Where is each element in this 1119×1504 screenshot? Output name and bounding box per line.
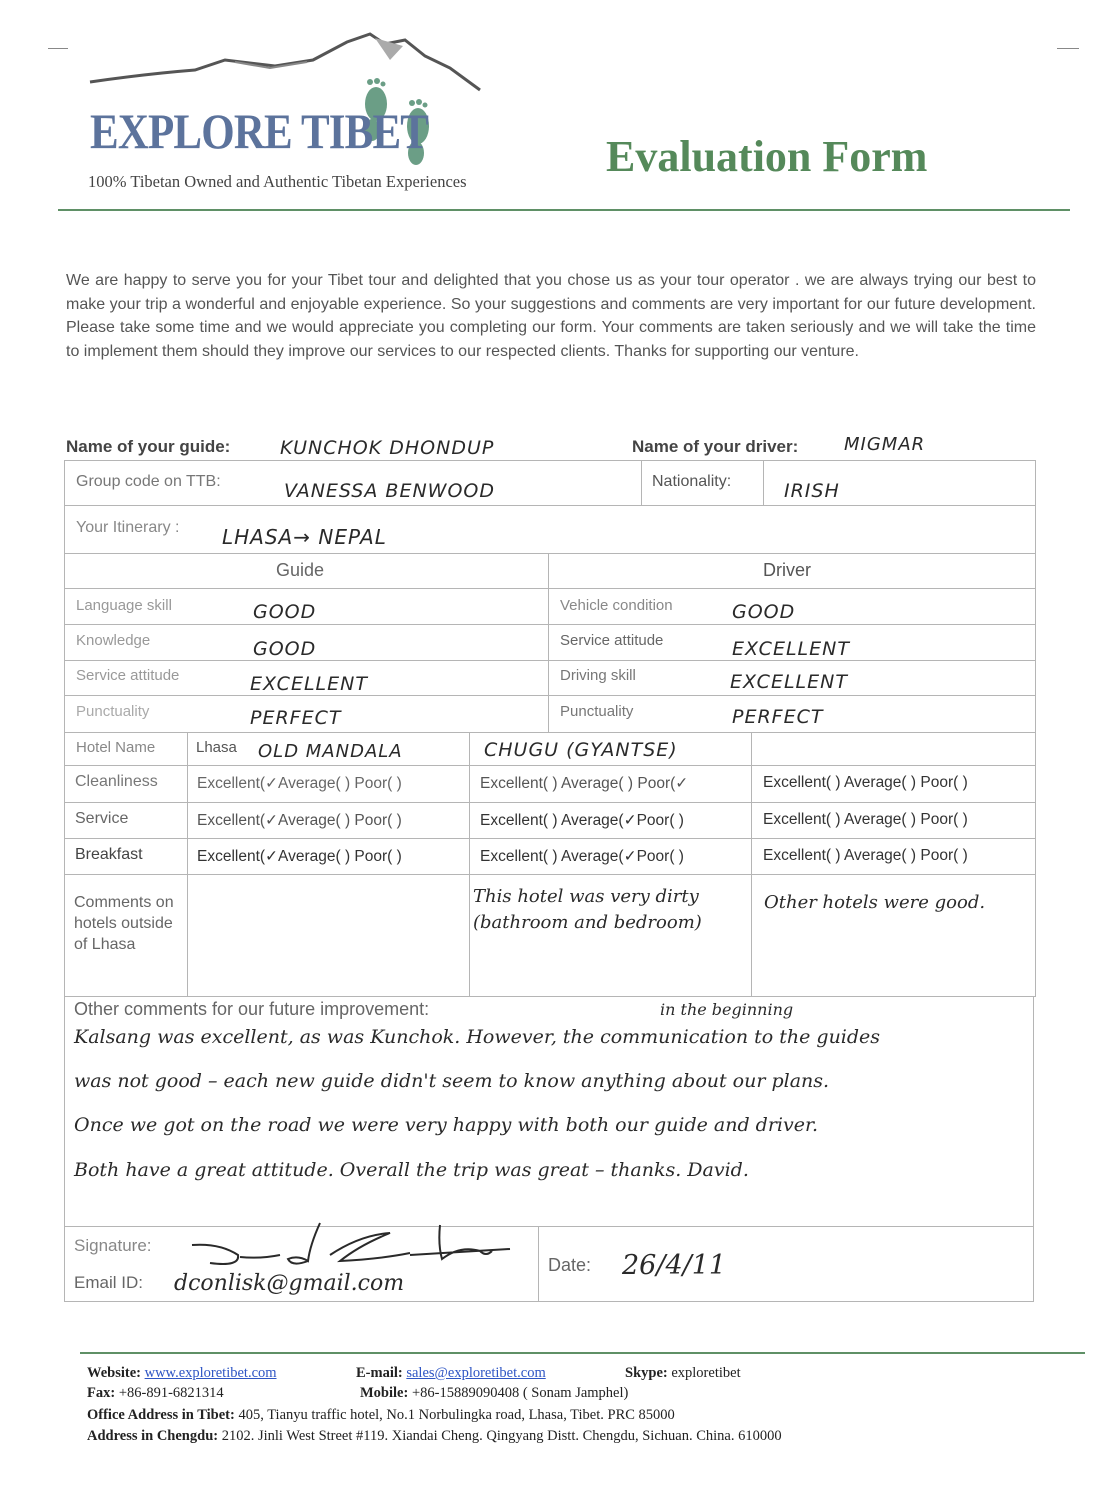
hotel-1-city: Lhasa (196, 739, 237, 756)
grid-line (1033, 996, 1034, 1302)
grid-line (64, 802, 1036, 803)
itinerary-value[interactable]: LHASA→ NEPAL (222, 525, 387, 549)
website-link[interactable]: www.exploretibet.com (144, 1365, 277, 1381)
grid-line (751, 732, 752, 996)
brand-name: EXPLORE TIBET (90, 103, 429, 159)
grid-line (64, 624, 1036, 625)
grid-line (469, 732, 470, 996)
grid-line (64, 660, 1036, 661)
chengdu-value: 2102. Jinli West Street #119. Xiandai Cheng. Qingyang Distt. Chengdu, Sichuan. China. 610000 (221, 1428, 782, 1444)
guide-rating-label: Punctuality (76, 703, 150, 720)
guide-rating-value[interactable]: PERFECT (250, 707, 342, 729)
itinerary-label: Your Itinerary : (76, 519, 180, 536)
driver-rating-value[interactable]: PERFECT (732, 706, 824, 728)
fax-label: Fax: (87, 1385, 116, 1401)
grid-line (64, 505, 1036, 506)
other-comments-label: Other comments for our future improvement: (74, 999, 430, 1019)
signature-label: Signature: (74, 1236, 152, 1255)
grid-line (1035, 460, 1036, 997)
skype-value: exploretibet (671, 1365, 741, 1381)
footer-mobile (360, 1385, 628, 1402)
hotel-2-rating[interactable]: Excellent( ) Average(✓Poor( ) (480, 848, 684, 865)
other-comments-line[interactable]: was not good – each new guide didn't seem to know anything about our plans. (74, 1070, 830, 1092)
fax-value: +86-891-6821314 (118, 1385, 224, 1401)
grid-line (64, 588, 1036, 589)
grid-line (64, 732, 1036, 733)
hotel-row-label: Cleanliness (75, 773, 158, 790)
driver-name-label: Name of your driver: (632, 437, 799, 456)
grid-line (641, 460, 642, 505)
date-label: Date: (548, 1255, 592, 1275)
driver-rating-value[interactable]: EXCELLENT (730, 671, 848, 693)
mobile-value: +86-15889090408 ( Sonam Jamphel) (411, 1385, 629, 1401)
grid-line (64, 553, 1036, 554)
hotel-3-rating[interactable]: Excellent( ) Average( ) Poor( ) (763, 847, 968, 864)
hotel-comments-label: Comments on hotels outside of Lhasa (74, 894, 174, 953)
grid-line (187, 732, 188, 996)
grid-line (64, 996, 1036, 997)
group-code-value[interactable]: VANESSA BENWOOD (284, 480, 495, 502)
grid-line (64, 460, 65, 997)
intro-paragraph: We are happy to serve you for your Tibet tour and delighted that you chose us as your tour operator . we are always trying our best to make your trip a wonderful and enjoyable experience. So your suggestions and comments are very important for our future development. Please take some time and we would appreciate you completing our form. Your comments are taken seriously and we will take the time to implement them should they improve our services to our respected clients. Thanks for supporting our venture. (66, 272, 1036, 360)
other-comments-insert: in the beginning (660, 1000, 794, 1019)
other-comments-line[interactable]: Kalsang was excellent, as was Kunchok. However, the communication to the guides (74, 1026, 881, 1048)
website-label: Website: (87, 1365, 141, 1381)
nationality-value[interactable]: IRISH (784, 480, 840, 502)
hotel-3-comment[interactable]: Other hotels were good. (764, 892, 986, 913)
form-title: Evaluation Form (606, 132, 928, 181)
footer-email (356, 1365, 546, 1382)
grid-line (64, 1301, 1034, 1302)
hotel-1-name[interactable]: OLD MANDALA (258, 741, 403, 762)
chengdu-label: Address in Chengdu: (87, 1428, 219, 1444)
grid-line (548, 553, 549, 733)
hotel-2-comment[interactable]: This hotel was very dirty (bathroom and bedroom) (473, 886, 702, 933)
driver-rating-value[interactable]: EXCELLENT (732, 638, 850, 660)
hotel-3-rating[interactable]: Excellent( ) Average( ) Poor( ) (763, 811, 968, 828)
hotel-1-rating[interactable]: Excellent(✓Average( ) Poor( ) (197, 848, 402, 865)
grid-line (64, 874, 1036, 875)
email-label: Email ID: (74, 1273, 143, 1292)
other-comments-line[interactable]: Both have a great attitude. Overall the trip was great – thanks. David. (74, 1159, 749, 1181)
driver-rating-value[interactable]: GOOD (732, 601, 796, 623)
date-value[interactable]: 26/4/11 (622, 1250, 727, 1281)
grid-line (64, 695, 1036, 696)
guide-section-header: Guide (276, 560, 325, 580)
header-divider (58, 209, 1070, 211)
corner-mark-right (1057, 48, 1079, 49)
driver-rating-label: Driving skill (560, 667, 636, 684)
guide-rating-label: Service attitude (76, 667, 180, 684)
driver-rating-label: Punctuality (560, 703, 634, 720)
group-code-label: Group code on TTB: (76, 473, 221, 490)
email-label: E-mail: (356, 1365, 403, 1381)
hotel-2-rating[interactable]: Excellent( ) Average(✓Poor( ) (480, 812, 684, 829)
guide-rating-label: Language skill (76, 597, 172, 614)
grid-line (64, 838, 1036, 839)
grid-line (64, 996, 65, 1302)
guide-name-label: Name of your guide: (66, 437, 231, 456)
email-value[interactable]: dconlisk@gmail.com (174, 1271, 405, 1296)
footer-website (87, 1365, 277, 1382)
hotel-1-rating[interactable]: Excellent(✓Average( ) Poor( ) (197, 812, 402, 829)
guide-name-value[interactable]: KUNCHOK DHONDUP (280, 437, 495, 459)
driver-name-value[interactable]: MIGMAR (844, 434, 926, 455)
footer-skype (625, 1365, 741, 1382)
office-label: Office Address in Tibet: (87, 1407, 235, 1423)
grid-line (64, 460, 1036, 461)
hotel-name-label: Hotel Name (76, 739, 156, 756)
hotel-2-name[interactable]: CHUGU (GYANTSE) (484, 739, 678, 761)
office-value: 405, Tianyu traffic hotel, No.1 Norbulingka road, Lhasa, Tibet. PRC 85000 (238, 1407, 675, 1423)
footer-divider (80, 1352, 1085, 1354)
hotel-row-label: Service (75, 810, 129, 827)
driver-rating-label: Vehicle condition (560, 597, 673, 614)
hotel-row-label: Breakfast (75, 846, 143, 863)
footer-chengdu-address (87, 1428, 782, 1445)
hotel-2-rating[interactable]: Excellent( ) Average( ) Poor(✓ (480, 775, 689, 792)
nationality-label: Nationality: (652, 473, 732, 490)
guide-rating-value[interactable]: EXCELLENT (250, 673, 368, 695)
hotel-3-rating[interactable]: Excellent( ) Average( ) Poor( ) (763, 774, 968, 791)
corner-mark-left (48, 48, 68, 49)
guide-rating-label: Knowledge (76, 632, 151, 649)
email-link[interactable]: sales@exploretibet.com (406, 1365, 546, 1381)
hotel-1-rating[interactable]: Excellent(✓Average( ) Poor( ) (197, 775, 402, 792)
grid-line (64, 765, 1036, 766)
guide-rating-value[interactable]: GOOD (253, 601, 317, 623)
other-comments-line[interactable]: Once we got on the road we were very happy with both our guide and driver. (74, 1114, 818, 1136)
grid-line (763, 460, 764, 505)
grid-line (538, 1226, 539, 1302)
footer-office-address (87, 1407, 675, 1424)
skype-label: Skype: (625, 1365, 668, 1381)
brand-tagline: 100% Tibetan Owned and Authentic Tibetan Experiences (88, 172, 467, 191)
mobile-label: Mobile: (360, 1385, 409, 1401)
guide-rating-value[interactable]: GOOD (253, 638, 317, 660)
driver-rating-label: Service attitude (560, 632, 664, 649)
driver-section-header: Driver (763, 560, 811, 580)
footer-fax (87, 1385, 224, 1402)
